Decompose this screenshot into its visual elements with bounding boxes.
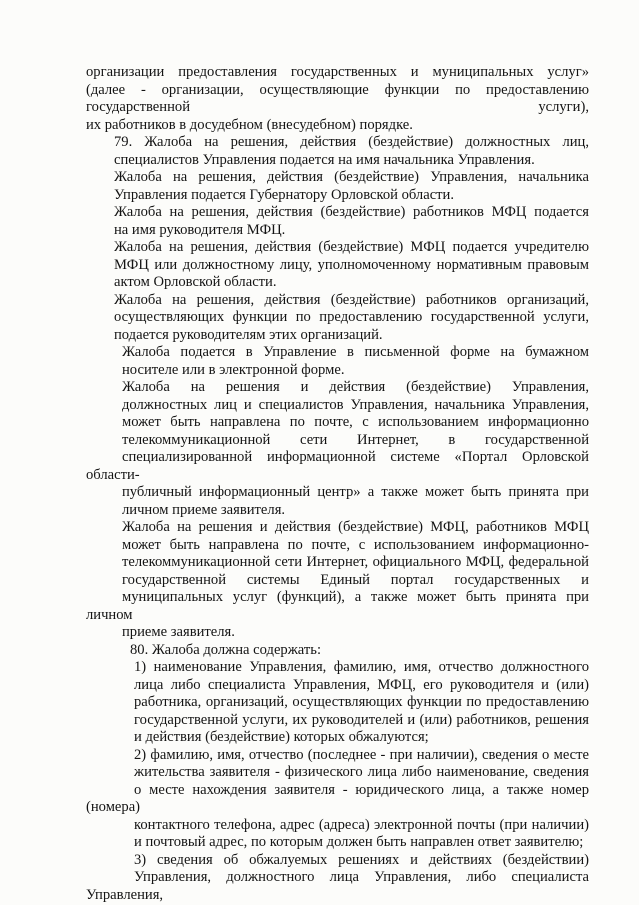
- text-line: 80. Жалоба должна содержать:: [130, 641, 321, 658]
- text-line: подается руководителям этих организаций.: [114, 326, 383, 343]
- text-line: лица либо специалиста Управления, МФЦ, его руководителя и (или): [134, 676, 589, 693]
- text-line: Жалоба на решения, действия (бездействие) МФЦ подается учредителю: [114, 239, 589, 255]
- text-line: специализированной информационной системе «Портал Орловской области-: [86, 449, 589, 483]
- text-line: приеме заявителя.: [122, 624, 235, 640]
- text-line: Управления, должностного лица Управления, либо специалиста Управления,: [86, 869, 589, 903]
- paragraph-p79-5: [86, 292, 589, 345]
- text-line: МФЦ или должностному лицу, уполномоченному нормативным правовым: [114, 256, 589, 273]
- text-line: осуществляющих функции по предоставлению государственной услуги,: [114, 309, 589, 325]
- text-line: может быть направлена по почте, с использованием информационно-: [122, 536, 589, 553]
- text-line: 2) фамилию, имя, отчество (последнее - при наличии), сведения о месте: [134, 746, 589, 763]
- paragraph-intro: [86, 64, 589, 134]
- paragraph-p80-1: [86, 659, 589, 747]
- paragraph-p79-3: [86, 204, 589, 239]
- text-line: их работников в досудебном (внесудебном) порядке.: [86, 116, 413, 133]
- text-line: (далее - организации, осуществляющие функции по предоставлению: [86, 81, 589, 98]
- text-line: Жалоба на решения и действия (бездействие) Управления,: [122, 379, 589, 395]
- text-line: Жалоба на решения, действия (бездействие) работников организаций,: [114, 291, 589, 308]
- text-line: государственной системы Единый портал государственных и: [122, 571, 589, 588]
- paragraph-p79: [86, 134, 589, 169]
- text-line: 79. Жалоба на решения, действия (бездействие) должностных лиц,: [114, 134, 589, 150]
- text-line: Управления подается Губернатору Орловской области.: [114, 186, 455, 203]
- text-line: муниципальных услуг (функций), а также может быть принята при личном: [86, 589, 589, 623]
- text-line: и действия (бездействие) которых обжалуются;: [134, 729, 429, 745]
- text-line: 3) сведения об обжалуемых решениях и действиях (бездействии): [134, 851, 589, 868]
- paragraph-p80-3: [86, 852, 589, 905]
- text-line: носителе или в электронной форме.: [122, 361, 345, 378]
- text-line: личном приеме заявителя.: [122, 501, 286, 518]
- text-line: работника, организаций, осуществляющих функции по предоставлению: [134, 694, 589, 710]
- text-line: Жалоба подается в Управление в письменной форме на бумажном: [122, 344, 589, 360]
- text-line: телекоммуникационной сети Интернет, официального МФЦ, федеральной: [122, 554, 589, 570]
- document-body: [86, 64, 589, 904]
- text-line: Жалоба на решения, действия (бездействие) Управления, начальника: [114, 169, 589, 185]
- paragraph-p80: [86, 642, 589, 660]
- text-line: телекоммуникационной сети Интернет, в государственной: [122, 431, 589, 448]
- paragraph-p79-8: [86, 519, 589, 642]
- text-line: актом Орловской области.: [114, 274, 277, 290]
- text-line: 1) наименование Управления, фамилию, имя, отчество должностного: [134, 659, 589, 675]
- text-line: организации предоставления государственных и муниципальных услуг»: [86, 64, 589, 80]
- text-line: государственной услуги, их руководителей и (или) работников, решения: [134, 711, 589, 728]
- text-line: государственной услуги),: [86, 99, 589, 115]
- text-line: и почтовый адрес, по которым должен быть направлен ответ заявителю;: [134, 834, 584, 850]
- text-line: контактного телефона, адрес (адреса) электронной почты (при наличии): [134, 816, 589, 833]
- text-line: может быть направлена по почте, с использованием информационно: [122, 414, 589, 430]
- text-line: Жалоба на решения, действия (бездействие) работников МФЦ подается: [114, 204, 589, 220]
- paragraph-p79-4: [86, 239, 589, 292]
- text-line: должностных лиц и специалистов Управления, начальника Управления,: [122, 396, 589, 413]
- text-line: жительства заявителя - физического лица либо наименование, сведения: [134, 764, 589, 780]
- text-line: публичный информационный центр» а также может быть принята при: [122, 484, 589, 500]
- paragraph-p79-7: [86, 379, 589, 519]
- text-line: о месте нахождения заявителя - юридического лица, а также номер (номера): [86, 781, 589, 815]
- paragraph-p79-2: [86, 169, 589, 204]
- text-line: на имя руководителя МФЦ.: [114, 221, 286, 238]
- text-line: Жалоба на решения и действия (бездействие) МФЦ, работников МФЦ: [122, 519, 589, 535]
- text-line: специалистов Управления подается на имя начальника Управления.: [114, 151, 535, 168]
- paragraph-p80-2: [86, 747, 589, 852]
- paragraph-p79-6: [86, 344, 589, 379]
